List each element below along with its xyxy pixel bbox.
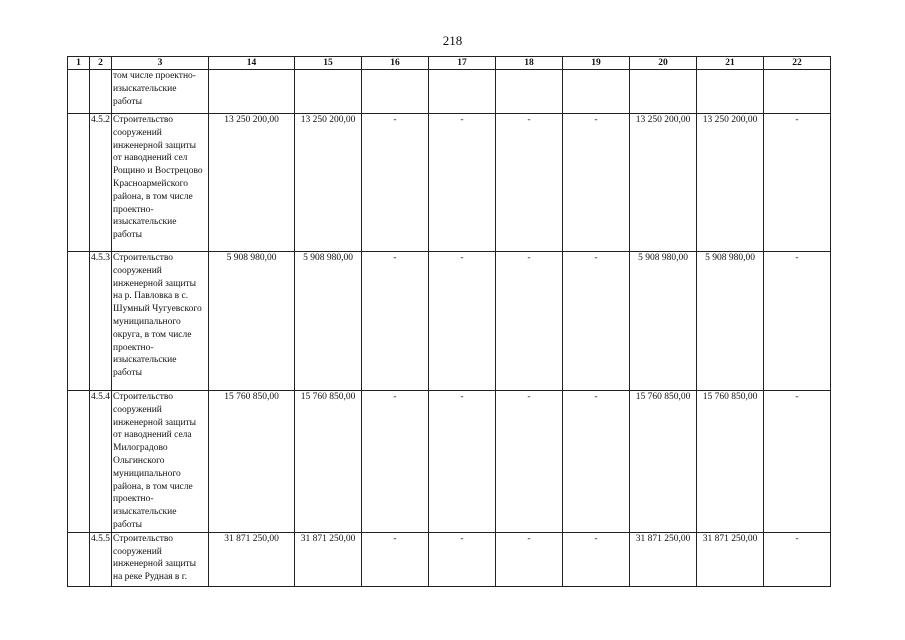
cell-15: 13 250 200,00 — [295, 114, 362, 252]
col-header: 17 — [429, 57, 496, 70]
cell-19: - — [563, 114, 630, 252]
table-row — [68, 114, 831, 252]
row-number: 4.5.3 — [90, 252, 112, 391]
table-row — [68, 391, 831, 533]
cell-17: - — [429, 391, 496, 533]
cell-18: - — [496, 252, 563, 391]
cell-17: - — [429, 252, 496, 391]
table-row — [68, 532, 831, 586]
col-header: 19 — [563, 57, 630, 70]
cell-15: 5 908 980,00 — [295, 252, 362, 391]
cell-17: - — [429, 532, 496, 586]
continuation-text: том числе проектно-изыскательские работы — [112, 70, 209, 114]
cell-17: - — [429, 114, 496, 252]
cell-21: 31 871 250,00 — [697, 532, 764, 586]
cell-22: - — [764, 532, 831, 586]
cell-14: 15 760 850,00 — [209, 391, 295, 533]
cell-14: 13 250 200,00 — [209, 114, 295, 252]
cell-18: - — [496, 114, 563, 252]
header-row — [68, 57, 831, 70]
row-number: 4.5.4 — [90, 391, 112, 533]
cell-16: - — [362, 391, 429, 533]
cell-15: 31 871 250,00 — [295, 532, 362, 586]
table-row — [68, 252, 831, 391]
col-header: 21 — [697, 57, 764, 70]
budget-table — [67, 56, 831, 587]
row-name: Строительство сооружений инженерной защиты на р. Павловка в с. Шумный Чугуевского муниципального округа, в том числе проектно-изыскательские работы — [112, 252, 209, 391]
cell-21: 15 760 850,00 — [697, 391, 764, 533]
row-number: 4.5.2 — [90, 114, 112, 252]
cell-20: 15 760 850,00 — [630, 391, 697, 533]
cell-14: 5 908 980,00 — [209, 252, 295, 391]
cell-18: - — [496, 532, 563, 586]
row-name: Строительство сооружений инженерной защиты на реке Рудная в г. — [112, 532, 209, 586]
cell-18: - — [496, 391, 563, 533]
col-header: 14 — [209, 57, 295, 70]
col-header: 22 — [764, 57, 831, 70]
cell-19: - — [563, 391, 630, 533]
cell-22: - — [764, 391, 831, 533]
row-name: Строительство сооружений инженерной защиты от наводнений сел Рощино и Вострецово Красноармейского района, в том числе проектно-изыскательские работы — [112, 114, 209, 252]
cell-20: 5 908 980,00 — [630, 252, 697, 391]
col-header: 16 — [362, 57, 429, 70]
cell-14: 31 871 250,00 — [209, 532, 295, 586]
cell-16: - — [362, 252, 429, 391]
col-header: 18 — [496, 57, 563, 70]
col-header: 1 — [68, 57, 90, 70]
row-name: Строительство сооружений инженерной защиты от наводнений села Милоградово Ольгинского муниципального района, в том числе проектно-изыскательские работы — [112, 391, 209, 533]
continuation-row — [68, 70, 831, 114]
col-header: 2 — [90, 57, 112, 70]
cell-19: - — [563, 532, 630, 586]
cell-21: 13 250 200,00 — [697, 114, 764, 252]
col-header: 20 — [630, 57, 697, 70]
cell-21: 5 908 980,00 — [697, 252, 764, 391]
cell-22: - — [764, 114, 831, 252]
cell-19: - — [563, 252, 630, 391]
page-number: 218 — [442, 33, 463, 48]
cell-16: - — [362, 114, 429, 252]
row-number: 4.5.5 — [90, 532, 112, 586]
cell-15: 15 760 850,00 — [295, 391, 362, 533]
col-header: 3 — [112, 57, 209, 70]
col-header: 15 — [295, 57, 362, 70]
cell-20: 13 250 200,00 — [630, 114, 697, 252]
cell-22: - — [764, 252, 831, 391]
cell-16: - — [362, 532, 429, 586]
cell-20: 31 871 250,00 — [630, 532, 697, 586]
